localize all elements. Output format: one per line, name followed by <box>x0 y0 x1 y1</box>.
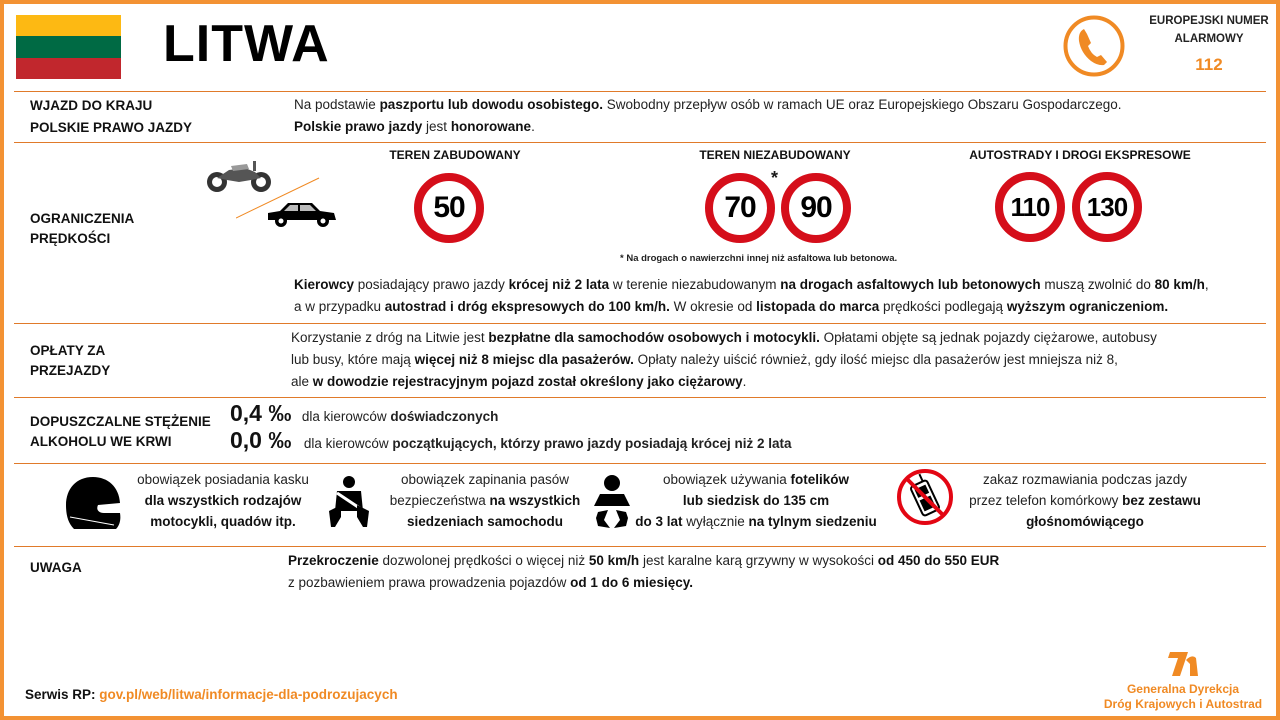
no-phone-icon <box>896 468 954 526</box>
helmet-icon <box>64 475 122 531</box>
zone-title-built-up: TEREN ZABUDOWANY <box>389 148 521 162</box>
gddkia-logo-icon <box>1166 650 1200 678</box>
speed-sign-90: 90 <box>781 173 851 243</box>
divider <box>14 323 1266 324</box>
page-title: LITWA <box>163 15 330 73</box>
divider <box>14 91 1266 92</box>
seatbelt-icon <box>327 475 371 527</box>
rule-no-phone: zakaz rozmawiania podczas jazdy przez telefon komórkowy bez zestawu głośnomówiącego <box>969 472 1201 529</box>
rule-helmet: obowiązek posiadania kasku dla wszystkich rodzajów motocykli, quadów itp. <box>137 472 309 529</box>
service-link[interactable]: gov.pl/web/litwa/informacje-dla-podrozujacych <box>99 687 398 702</box>
emergency-number-label: EUROPEJSKI NUMER ALARMOWY <box>1149 15 1269 45</box>
speed-note: Kierowcy posiadający prawo jazdy krócej niż 2 lata w terenie niezabudowanym na drogach asfaltowych lub betonowych muszą zwolnić do 80 km/h, a w przypadku autostrad i dróg ekspresowych do 100 km/h. W okresie od listopada do marca prędkości podlegają wyższym ograniczeniom. <box>294 277 1209 314</box>
entry-text: Na podstawie paszportu lub dowodu osobistego. Swobodny przepływ osób w ramach UE oraz Europejskiego Obszaru Gospodarczego. Polskie prawo jazdy jest honorowane. <box>294 97 1122 134</box>
divider <box>14 546 1266 547</box>
rule-seatbelt: obowiązek zapinania pasów bezpieczeństwa na wszystkich siedzeniach samochodu <box>389 472 581 529</box>
alcohol-limit-value: 0,4 ‰ <box>230 400 292 426</box>
speed-sign-70: 70 <box>705 173 775 243</box>
lithuania-flag <box>16 15 121 79</box>
alcohol-row-experienced: 0,4 ‰ dla kierowców doświadczonych <box>230 400 499 426</box>
warning-label: UWAGA <box>30 560 82 575</box>
divider <box>14 142 1266 143</box>
speed-footnote: * Na drogach o nawierzchni innej niż asfaltowa lub betonowa. <box>620 253 898 264</box>
alcohol-label: DOPUSZCZALNE STĘŻENIE ALKOHOLU WE KRWI <box>30 414 211 449</box>
speed-sign-130: 130 <box>1072 172 1142 242</box>
car-icon <box>266 200 338 228</box>
zone-title-motorway: AUTOSTRADY I DROGI EKSPRESOWE <box>969 148 1191 162</box>
warning-text: Przekroczenie dozwolonej prędkości o więcej niż 50 km/h jest karalne karą grzywny w wysokości od 450 do 550 EUR z pozbawieniem prawa prowadzenia pojazdów od 1 do 6 miesięcy. <box>288 553 1000 590</box>
divider <box>14 463 1266 464</box>
emergency-number: 112 <box>1195 55 1223 74</box>
speed-label: OGRANICZENIA PRĘDKOŚCI <box>30 211 135 246</box>
divider <box>14 397 1266 398</box>
tolls-label: OPŁATY ZA PRZEJAZDY <box>30 343 111 378</box>
alcohol-row-beginner: 0,0 ‰ dla kierowców początkujących, którzy prawo jazdy posiadają krócej niż 2 lata <box>230 427 792 453</box>
gddkia-name: Generalna Dyrekcja Dróg Krajowych i Autostrad <box>1103 682 1263 711</box>
entry-label: WJAZD DO KRAJU POLSKIE PRAWO JAZDY <box>30 98 193 135</box>
service-footer: Serwis RP: gov.pl/web/litwa/informacje-dla-podrozujacych <box>25 687 398 702</box>
zone-title-rural: TEREN NIEZABUDOWANY <box>699 148 851 162</box>
rule-child-seat: obowiązek używania fotelików lub siedzisk do 135 cm do 3 lat wyłącznie na tylnym siedzeniu <box>635 472 877 529</box>
speed-sign-110: 110 <box>995 172 1065 242</box>
asterisk-mark: * <box>771 168 779 188</box>
tolls-text: Korzystanie z dróg na Litwie jest bezpłatne dla samochodów osobowych i motocykli. Opłatami objęte są jednak pojazdy ciężarowe, autobusy lub busy, które mają więcej niż 8 miejsc dla pasażerów. Opłaty należy uiścić również, gdy ilość miejsc dla pasażerów jest mniejsza niż 8, ale w dowodzie rejestracyjnym pojazd został określony jako ciężarowy. <box>291 330 1157 389</box>
phone-icon <box>1062 14 1126 78</box>
speed-sign-50: 50 <box>414 173 484 243</box>
alcohol-limit-value: 0,0 ‰ <box>230 427 292 453</box>
